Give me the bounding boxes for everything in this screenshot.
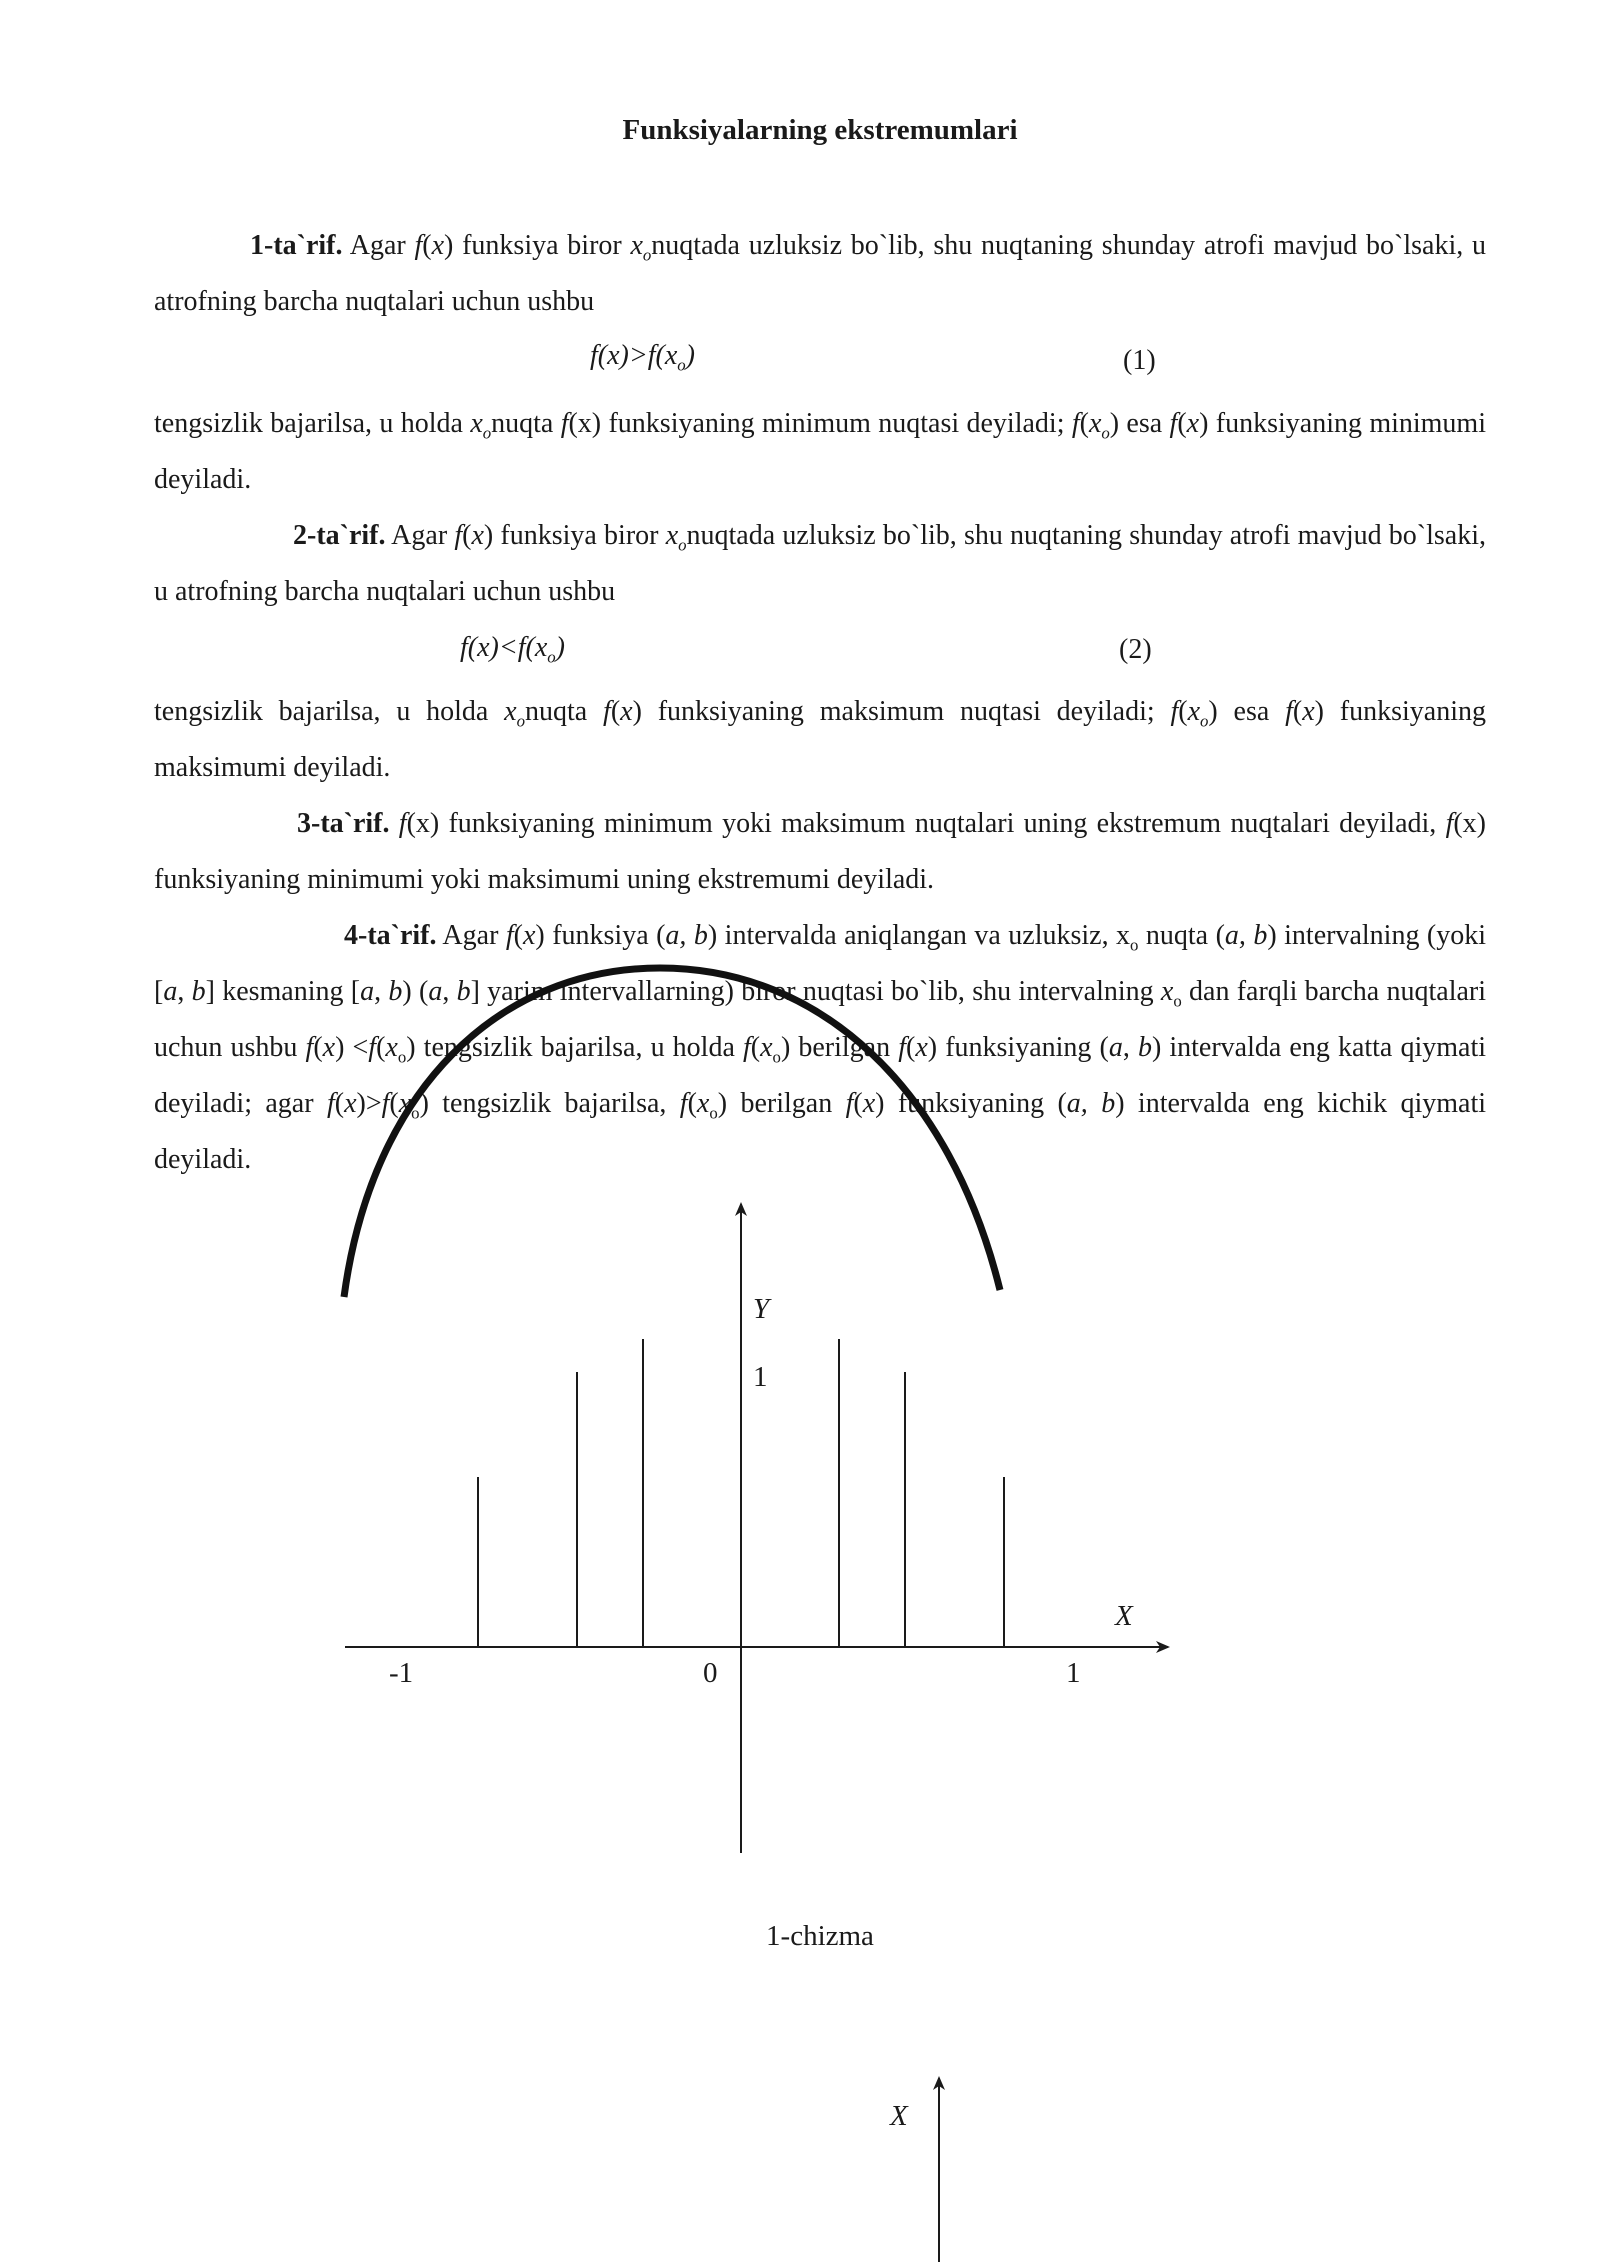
page-title: Funksiyalarning ekstremumlari: [622, 114, 1018, 146]
equation-number-1: (1): [1123, 345, 1156, 376]
definition-2-conclusion: tengsizlik bajarilsa, u holda $x_onuqta$ f(x) funksiyaning maksimum nuqtasi deyiladi; $f(x_o)$ esa f(x) funksiyaning maksimumi deyiladi.: [154, 696, 1486, 783]
x-axis-label: X: [1115, 1600, 1133, 1632]
definition-4-text: Agar f(x) funksiya (a, b) intervalda aniqlangan va uzluksiz, $x_o$ nuqta (a, b) intervalning (yoki [a, b] kesmaning [a, b) (a, b] yarim intervallarning) biror nuqtasi bo`lib, shu intervalning $x_o$ dan farqli barcha nuqtalari uchun ushbu $f(x) <f(x_o)$ tengsizlik bajarilsa, u holda $f(x_o)$ berilgan f(x) funksiyaning (a, b) intervalda eng katta qiymati deyiladi; agar $f(x)>f(x_o)$ tengsizlik bajarilsa, $f(x_o)$ berilgan f(x) funksiyaning (a, b) intervalda eng kichik qiymati deyiladi.: [154, 920, 1487, 1175]
y-axis-label: Y: [753, 1293, 770, 1325]
formula-2: $f(x)<f(x_o)$: [460, 632, 565, 667]
definition-2-label: 2-ta`rif.: [293, 520, 386, 551]
definition-1-label: 1-ta`rif.: [250, 230, 343, 261]
x-tick-label: 1: [1066, 1657, 1081, 1689]
formula-1: $f(x)>f(x_o)$: [590, 340, 695, 375]
definition-4-label: 4-ta`rif.: [344, 920, 437, 951]
definition-3-text: f(x) funksiyaning minimum yoki maksimum nuqtalari uning ekstremum nuqtalari deyiladi, f(x) funksiyaning minimumi yoki maksimumi uning ekstremumi deyiladi.: [154, 808, 1486, 895]
definition-1-conclusion: tengsizlik bajarilsa, u holda $x_onuqta$ f(x) funksiyaning minimum nuqtasi deyiladi; $f(x_o)$ esa f(x) funksiyaning minimumi deyiladi.: [154, 408, 1486, 495]
x-tick-label: 0: [703, 1657, 718, 1689]
equation-number-2: (2): [1119, 634, 1152, 665]
y-tick-label: 1: [753, 1361, 768, 1393]
figure-2-axis-label: X: [890, 2100, 908, 2132]
definition-2-text: Agar f(x) funksiya biror $x_onuqtada$ uzluksiz bo`lib, shu nuqtaning shunday atrofi mavjud bo`lsaki, u atrofning barcha nuqtalari uchun ushbu: [154, 520, 1487, 607]
figure-1-caption: 1-chizma: [766, 1920, 874, 1952]
definition-1-text: Agar f(x) funksiya biror $x_onuqtada$ uzluksiz bo`lib, shu nuqtaning shunday atrofi mavjud bo`lsaki, u atrofning barcha nuqtalari uchun ushbu: [154, 230, 1486, 317]
definition-3-label: 3-ta`rif.: [297, 808, 390, 839]
arc-curve: [344, 968, 1000, 1297]
x-tick-label: -1: [389, 1657, 414, 1689]
